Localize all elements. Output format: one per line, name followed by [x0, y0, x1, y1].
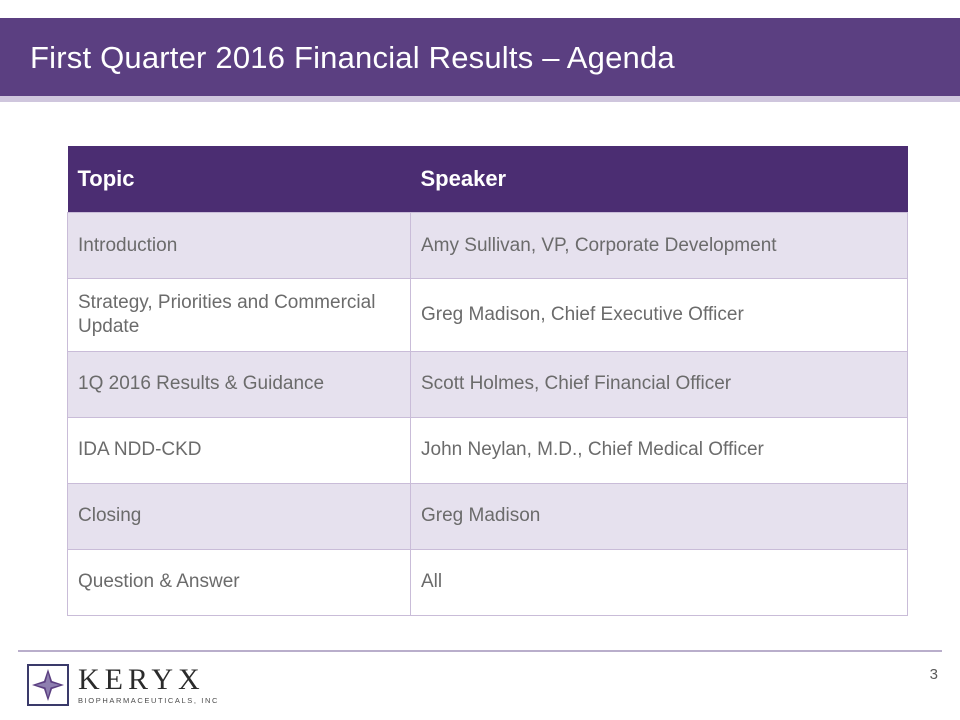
cell-topic: Question & Answer [68, 549, 411, 615]
header-accent-bar [0, 96, 960, 102]
logo-text [78, 665, 219, 705]
cell-speaker: Scott Holmes, Chief Financial Officer [411, 351, 908, 417]
table-row [68, 213, 908, 279]
keryx-star-icon [26, 663, 70, 707]
cell-speaker: John Neylan, M.D., Chief Medical Officer [411, 417, 908, 483]
cell-topic: Closing [68, 483, 411, 549]
footer-divider [18, 650, 942, 652]
cell-speaker: Greg Madison [411, 483, 908, 549]
logo-name: KERYX [78, 663, 205, 697]
table-header-row [68, 146, 908, 213]
agenda-table [67, 146, 908, 616]
cell-speaker: Greg Madison, Chief Executive Officer [411, 279, 908, 352]
table-row [68, 549, 908, 615]
table-row [68, 351, 908, 417]
cell-speaker: Amy Sullivan, VP, Corporate Development [411, 213, 908, 279]
table-row [68, 483, 908, 549]
company-logo [26, 663, 219, 707]
table-row [68, 279, 908, 352]
cell-topic: Introduction [68, 213, 411, 279]
cell-topic: Strategy, Priorities and Commercial Update [68, 279, 411, 352]
column-header-topic: Topic [68, 146, 411, 213]
logo-subtitle: BIOPHARMACEUTICALS, INC [78, 696, 219, 706]
page-title: First Quarter 2016 Financial Results – Agenda [30, 40, 675, 75]
cell-speaker: All [411, 549, 908, 615]
cell-topic: IDA NDD-CKD [68, 417, 411, 483]
page-number: 3 [929, 666, 938, 683]
column-header-speaker: Speaker [411, 146, 908, 213]
cell-topic: 1Q 2016 Results & Guidance [68, 351, 411, 417]
table-row [68, 417, 908, 483]
